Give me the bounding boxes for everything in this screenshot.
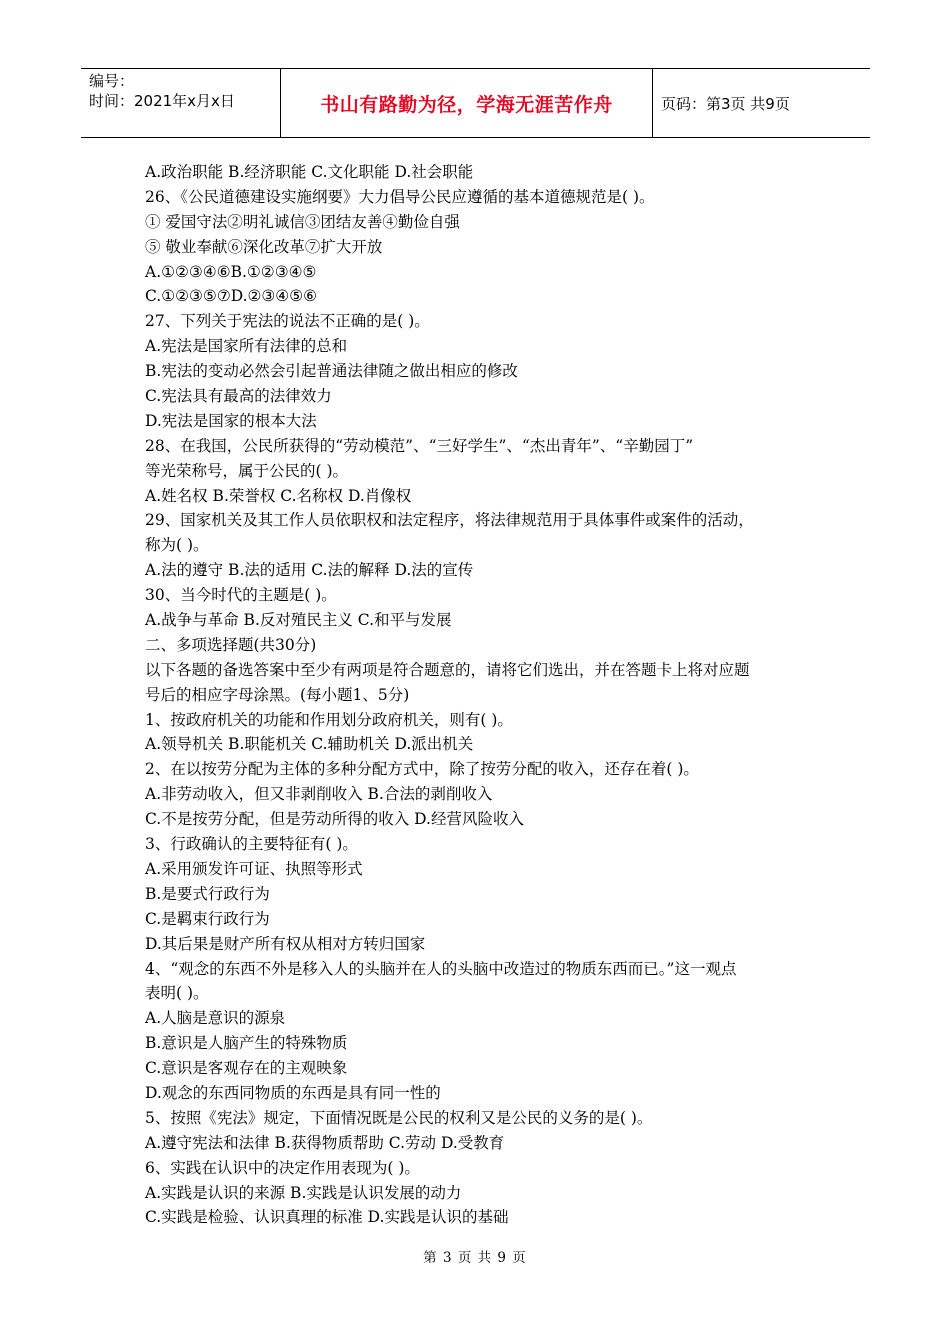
section-instructions: 号后的相应字母涂黑。(每小题1、5分) (145, 685, 410, 704)
header-meta-cell (81, 69, 281, 137)
option-line: A.非劳动收入，但又非剥削收入 B.合法的剥削收入 (145, 785, 493, 804)
document-body (145, 160, 815, 1230)
question-29: 29、国家机关及其工作人员依职权和法定程序，将法律规范用于具体事件或案件的活动， (145, 511, 754, 530)
question-27: 27、下列关于宪法的说法不正确的是( )。 (145, 312, 430, 331)
text-line: A.政治职能 B.经济职能 C.文化职能 D.社会职能 (145, 163, 474, 181)
option-line: C.意识是客观存在的主观映象 (145, 1059, 348, 1078)
option-line: D.宪法是国家的根本大法 (145, 411, 317, 430)
option-line: A.实践是认识的来源 B.实践是认识发展的动力 (145, 1183, 462, 1202)
question-28: 28、在我国，公民所获得的“劳动模范”、“三好学生”、“杰出青年”、“辛勤园丁” (145, 436, 694, 455)
option-line: A.采用颁发许可证、执照等形式 (145, 859, 363, 878)
option-line: B.宪法的变动必然会引起普通法律随之做出相应的修改 (145, 362, 518, 381)
option-line: C.不是按劳分配，但是劳动所得的收入 D.经营风险收入 (145, 810, 524, 829)
question-m2: 2、在以按劳分配为主体的多种分配方式中，除了按劳分配的收入，还存在着( )。 (145, 760, 699, 779)
text-line: 等光荣称号，属于公民的( )。 (145, 461, 349, 480)
text-line: 称为( )。 (145, 536, 209, 555)
text-line: ⑤ 敬业奉献⑥深化改革⑦扩大开放 (145, 237, 383, 256)
section-heading: 二、多项选择题(共30分) (145, 635, 317, 654)
question-m5: 5、按照《宪法》规定，下面情况既是公民的权利又是公民的义务的是( )。 (145, 1108, 653, 1127)
question-m1: 1、按政府机关的功能和作用划分政府机关，则有( )。 (145, 710, 513, 729)
question-30: 30、当今时代的主题是( )。 (145, 586, 337, 605)
option-line: C.是羁束行政行为 (145, 909, 270, 928)
option-line: A.人脑是意识的源泉 (145, 1009, 286, 1028)
header-motto: 书山有路勤为径，学海无涯苦作舟 (281, 69, 653, 137)
header-page-info: 页码：第3页 共9页 (661, 94, 790, 113)
option-line: A.法的遵守 B.法的适用 C.法的解释 D.法的宣传 (145, 561, 474, 580)
section-instructions: 以下各题的备选答案中至少有两项是符合题意的，请将它们选出，并在答题卡上将对应题 (145, 660, 750, 679)
question-m3: 3、行政确认的主要特征有( )。 (145, 835, 358, 854)
text-line: ① 爱国守法②明礼诚信③团结友善④勤俭自强 (145, 212, 460, 231)
option-line: A.战争与革命 B.反对殖民主义 C.和平与发展 (145, 611, 452, 630)
question-m4: 4、“观念的东西不外是移入人的头脑并在人的头脑中改造过的物质东西而已。”这一观点 (145, 959, 737, 978)
option-line: A.遵守宪法和法律 B.获得物质帮助 C.劳动 D.受教育 (145, 1133, 505, 1152)
option-line: C.①②③⑤⑦D.②③④⑤⑥ (145, 287, 317, 306)
question-26: 26、《公民道德建设实施纲要》大力倡导公民应遵循的基本道德规范是( )。 (145, 187, 655, 206)
document-number-label: 编号： (89, 72, 135, 90)
question-m6: 6、实践在认识中的决定作用表现为( )。 (145, 1158, 420, 1177)
option-line: A.宪法是国家所有法律的总和 (145, 337, 348, 356)
option-line: B.意识是人脑产生的特殊物质 (145, 1034, 348, 1053)
option-line: A.领导机关 B.职能机关 C.辅助机关 D.派出机关 (145, 735, 474, 754)
option-line: C.宪法具有最高的法律效力 (145, 387, 332, 406)
document-header (81, 68, 870, 138)
option-line: D.观念的东西同物质的东西是具有同一性的 (145, 1083, 441, 1102)
document-date: 时间：2021年x月x日 (89, 92, 235, 110)
option-line: C.实践是检验、认识真理的标准 D.实践是认识的基础 (145, 1208, 509, 1227)
text-line: 表明( )。 (145, 984, 209, 1003)
option-line: B.是要式行政行为 (145, 884, 270, 903)
option-line: A.①②③④⑥B.①②③④⑤ (145, 262, 317, 281)
option-line: A.姓名权 B.荣誉权 C.名称权 D.肖像权 (145, 486, 412, 505)
page-footer: 第 3 页 共 9 页 (423, 1250, 527, 1266)
option-line: D.其后果是财产所有权从相对方转归国家 (145, 934, 426, 953)
